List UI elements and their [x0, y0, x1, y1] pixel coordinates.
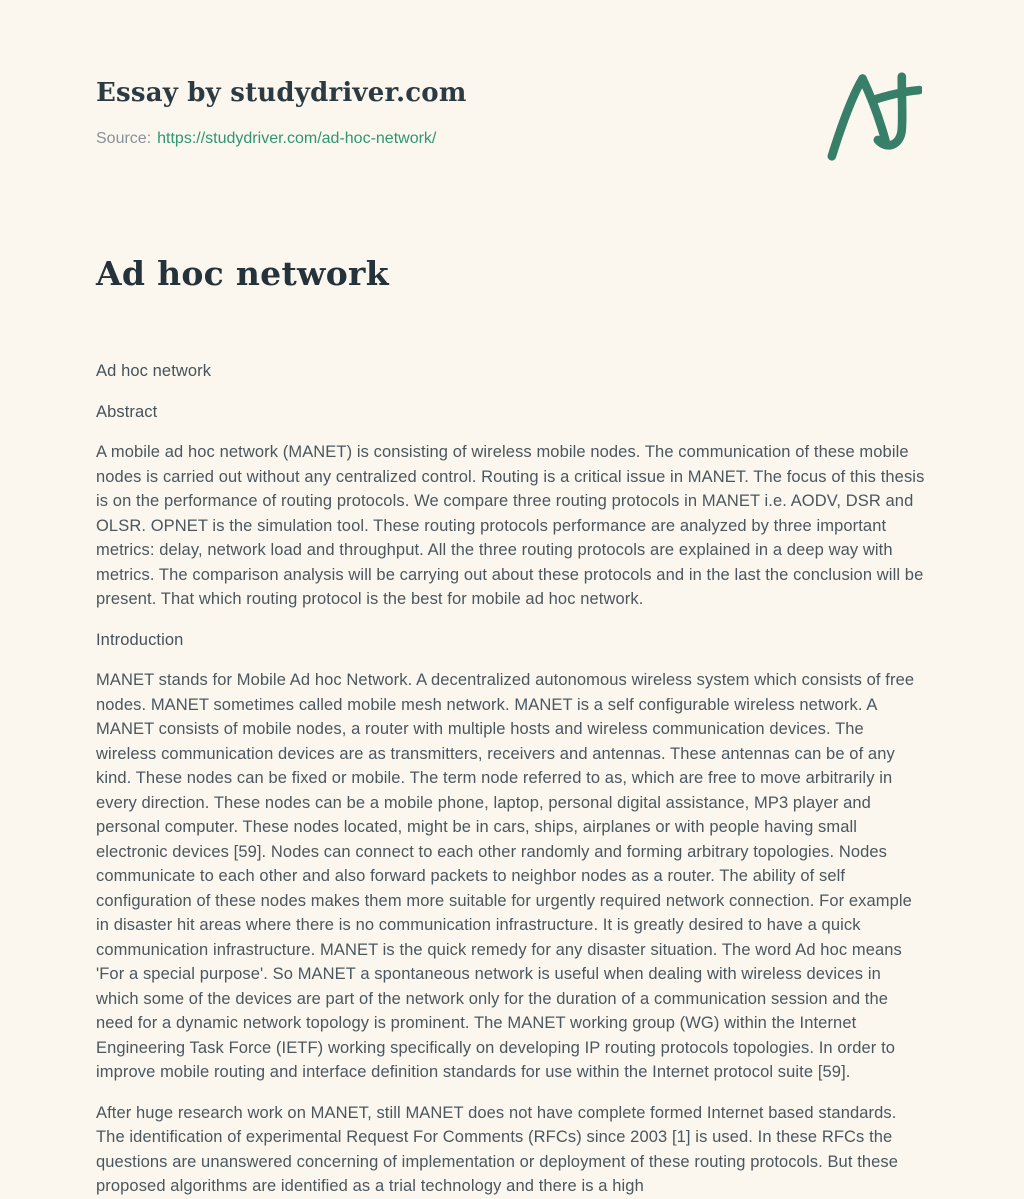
- abstract-heading: Abstract: [96, 402, 158, 421]
- studydriver-logo-icon: [826, 70, 922, 162]
- site-header-title: Essay by studydriver.com: [96, 78, 467, 108]
- followup-paragraph: After huge research work on MANET, still MANET does not have complete formed Internet based standards. The identification of experimental Request For Comments (RFCs) since 2003 [1] is used. In these RFCs the questions are unanswered concerning of implementation or deployment of these routing protocols. But these proposed algorithms are identified as a trial technology and there is a high: [96, 1103, 899, 1195]
- essay-subtitle: Ad hoc network: [96, 362, 212, 380]
- abstract-paragraph: A mobile ad hoc network (MANET) is consisting of wireless mobile nodes. The communication of these mobile nodes is carried out without any centralized control. Routing is a critical issue in MANET. The focus of this thesis is on the performance of routing protocols. We compare three routing protocols in MANET i.e. AODV, DSR and OLSR. OPNET is the simulation tool. These routing protocols performance are analyzed by three important metrics: delay, network load and throughput. All the three routing protocols are explained in a deep way with metrics. The comparison analysis will be carrying out about these protocols and in the last the conclusion will be present. That which routing protocol is the best for mobile ad hoc network.: [96, 443, 925, 608]
- source-label: Source:: [96, 130, 152, 147]
- essay-content: [96, 359, 928, 1199]
- introduction-heading: Introduction: [96, 630, 184, 649]
- essay-title: Ad hoc network: [96, 254, 389, 293]
- source-line: [96, 128, 928, 150]
- introduction-paragraph: MANET stands for Mobile Ad hoc Network. A decentralized autonomous wireless system which consists of free nodes. MANET sometimes called mobile mesh network. MANET is a self configurable wireless network. A MANET consists of mobile nodes, a router with multiple hosts and wireless communication devices. The wireless communication devices are as transmitters, receivers and antennas. These antennas can be of any kind. These nodes can be fixed or mobile. The term node referred to as, which are free to move arbitrarily in every direction. These nodes can be a mobile phone, laptop, personal digital assistance, MP3 player and personal computer. These nodes located, might be in cars, ships, airplanes or with people having small electronic devices [59]. Nodes can connect to each other randomly and forming arbitrary topologies. Nodes communicate to each other and also forward packets to neighbor nodes as a router. The ability of self configuration of these nodes makes them more suitable for urgently required network connection. For example in disaster hit areas where there is no communication infrastructure. It is greatly desired to have a quick communication infrastructure. MANET is the quick remedy for any disaster situation. The word Ad hoc means 'For a special purpose'. So MANET a spontaneous network is useful when dealing with wireless devices in which some of the devices are part of the network only for the duration of a communication session and the need for a dynamic network topology is prominent. The MANET working group (WG) within the Internet Engineering Task Force (IETF) working specifically on developing IP routing protocols topologies. In order to improve mobile routing and interface definition standards for use within the Internet protocol suite [59].: [96, 671, 915, 1081]
- source-url-link[interactable]: https://studydriver.com/ad-hoc-network/: [157, 130, 437, 147]
- studydriver-logo: [826, 70, 922, 162]
